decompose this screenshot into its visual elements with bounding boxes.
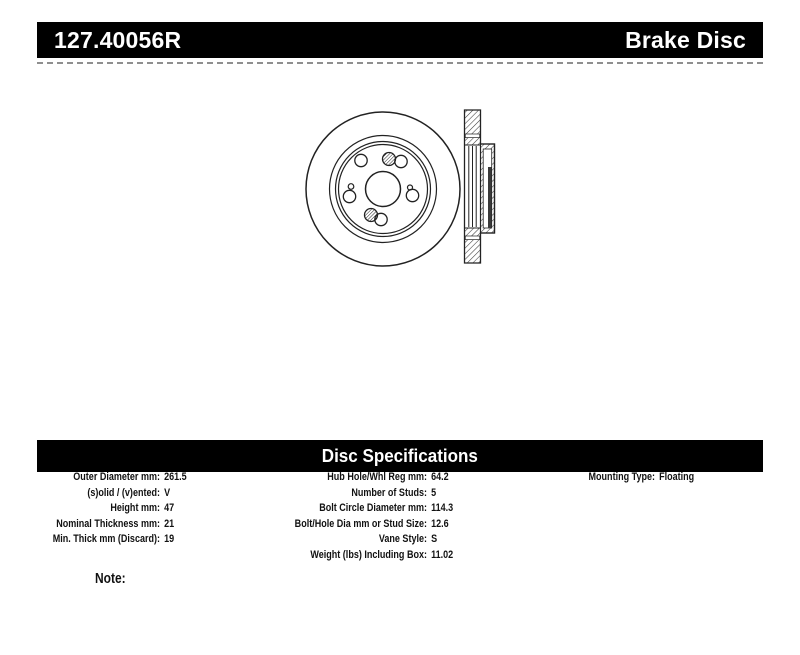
spec-row [45,501,186,517]
spec-label: Outer Diameter mm: [73,471,160,483]
section-slot-top [465,134,479,138]
spec-value: 64.2 [431,471,449,483]
spec-row [274,486,454,502]
spec-value: S [431,533,438,546]
header-bar [37,22,763,58]
part-number: 127.40056R [54,26,182,53]
spec-row [274,532,454,548]
spec-row [45,486,186,502]
spec-value: 47 [164,502,175,515]
screw-hole-textured [365,209,378,222]
section-hatch-bottom [465,228,481,263]
spec-label: Min. Thick mm (Discard): [52,533,160,546]
spec-label: Nominal Thickness mm: [56,517,160,530]
spec-label: Number of Studs: [351,486,427,499]
spec-label: Weight (lbs) Including Box: [310,548,427,561]
spec-row [45,470,186,486]
brake-disc-front-view [306,112,460,266]
spec-column-left [45,470,186,548]
spec-row [45,532,186,548]
spec-value: 19 [164,533,175,546]
specs-section-title: Disc Specifications [321,445,479,466]
spec-label: (s)olid / (v)ented: [87,486,160,499]
stud-hole [343,190,355,202]
spec-row [274,501,454,517]
spec-label: Vane Style: [378,533,427,546]
small-hole [348,184,354,190]
stud-hole [395,155,407,167]
spec-value: 114.3 [431,502,454,515]
spec-row [274,517,454,533]
header-divider-rule [37,62,763,64]
spec-value: V [164,486,171,499]
product-title: Brake Disc [625,26,746,53]
spec-column-middle [274,470,454,564]
spec-label: Bolt Circle Diameter mm: [319,502,427,515]
section-hatch-top [465,110,481,145]
stud-hole [406,189,418,201]
spec-value: Floating [659,471,695,483]
specs-section-header [37,440,763,472]
braking-surface-inner-edge [330,136,437,243]
spec-value: 21 [164,517,175,530]
spec-label: Height mm: [110,502,160,515]
section-slot-bottom [465,236,479,240]
spec-value: 261.5 [164,471,187,483]
spec-label: Mounting Type: [588,471,655,483]
brake-disc-drawing [280,85,520,285]
center-bore [366,172,401,207]
brake-disc-cross-section [465,110,495,263]
spec-value: 11.02 [431,548,454,561]
spec-label: Bolt/Hole Dia mm or Stud Size: [294,517,427,530]
spec-row [45,517,186,533]
hat-inner-wall [488,167,492,228]
spec-row [274,548,454,564]
spec-value: 12.6 [431,517,449,530]
note-label: Note: [95,570,126,587]
spec-row [528,470,694,486]
stud-hole [355,154,367,166]
spec-row [274,470,454,486]
spec-label: Hub Hole/Whl Reg mm: [327,471,427,483]
screw-hole-textured [383,153,396,166]
spec-column-right [528,470,694,486]
spec-value: 5 [431,486,437,499]
